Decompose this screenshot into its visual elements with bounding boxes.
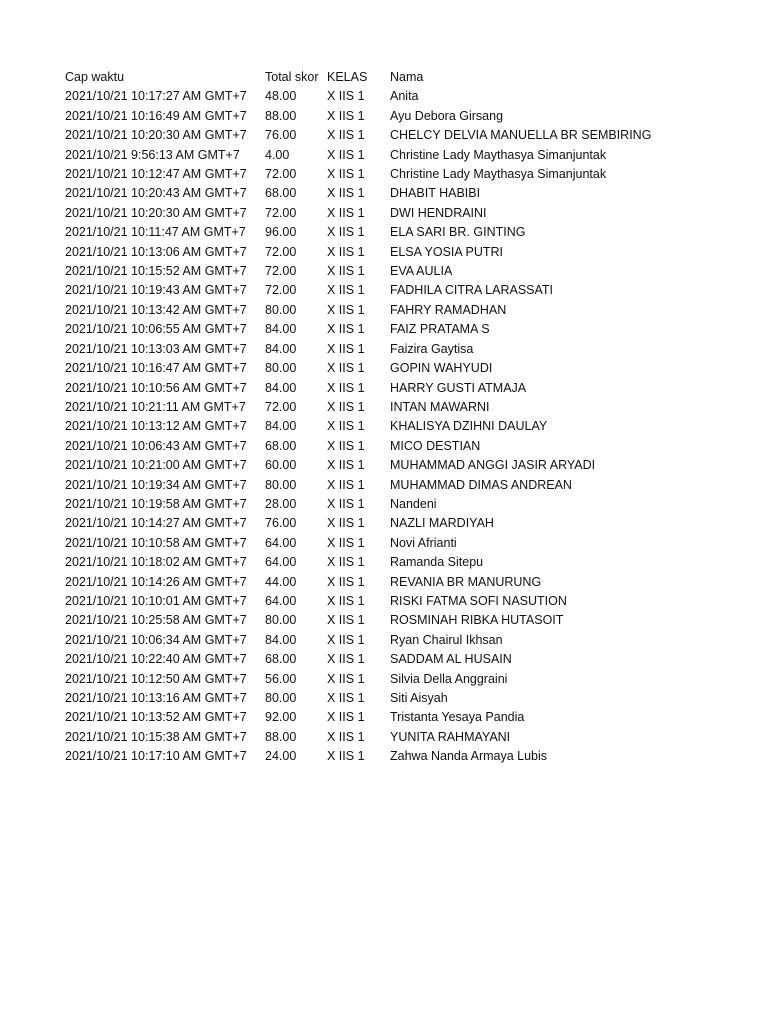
- table-row: [65, 340, 740, 359]
- cell-nama: KHALISYA DZIHNI DAULAY: [390, 419, 548, 434]
- cell-kelas: X IIS 1: [327, 147, 365, 162]
- cell-kelas: X IIS 1: [327, 555, 365, 570]
- table-row: [65, 301, 740, 320]
- cell-score: 80.00: [265, 613, 297, 628]
- cell-score: 76.00: [265, 516, 297, 531]
- cell-kelas: X IIS 1: [327, 652, 365, 667]
- cell-nama: DWI HENDRAINI: [390, 205, 487, 220]
- cell-kelas: X IIS 1: [327, 419, 365, 434]
- cell-score: 84.00: [265, 322, 297, 337]
- cell-timestamp: 2021/10/21 10:12:47 AM GMT+7: [65, 167, 247, 182]
- cell-timestamp: 2021/10/21 10:10:01 AM GMT+7: [65, 593, 247, 608]
- cell-nama: FAHRY RAMADHAN: [390, 302, 507, 317]
- cell-score: 84.00: [265, 341, 297, 356]
- cell-timestamp: 2021/10/21 10:15:38 AM GMT+7: [65, 729, 247, 744]
- score-sheet: [65, 68, 745, 767]
- cell-nama: Novi Afrianti: [390, 535, 457, 550]
- cell-nama: ROSMINAH RIBKA HUTASOIT: [390, 613, 564, 628]
- cell-timestamp: 2021/10/21 10:20:43 AM GMT+7: [65, 186, 247, 201]
- cell-score: 4.00: [265, 147, 290, 162]
- table-row: [65, 379, 740, 398]
- cell-kelas: X IIS 1: [327, 593, 365, 608]
- cell-kelas: X IIS 1: [327, 535, 365, 550]
- cell-timestamp: 2021/10/21 10:19:43 AM GMT+7: [65, 283, 247, 298]
- cell-kelas: X IIS 1: [327, 302, 365, 317]
- cell-kelas: X IIS 1: [327, 186, 365, 201]
- cell-timestamp: 2021/10/21 10:20:30 AM GMT+7: [65, 205, 247, 220]
- table-row: [65, 689, 740, 708]
- cell-kelas: X IIS 1: [327, 361, 365, 376]
- cell-kelas: X IIS 1: [327, 322, 365, 337]
- table-row: [65, 281, 740, 300]
- cell-kelas: X IIS 1: [327, 477, 365, 492]
- table-row: [65, 592, 740, 611]
- table-row: [65, 534, 740, 553]
- table-row: [65, 573, 740, 592]
- cell-score: 80.00: [265, 302, 297, 317]
- cell-timestamp: 2021/10/21 10:06:55 AM GMT+7: [65, 322, 247, 337]
- cell-timestamp: 2021/10/21 10:11:47 AM GMT+7: [65, 225, 246, 240]
- cell-kelas: X IIS 1: [327, 205, 365, 220]
- table-row: [65, 146, 740, 165]
- cell-timestamp: 2021/10/21 10:06:43 AM GMT+7: [65, 438, 247, 453]
- header-kelas: KELAS: [327, 70, 368, 84]
- cell-nama: Siti Aisyah: [390, 691, 448, 705]
- cell-kelas: X IIS 1: [327, 399, 365, 414]
- cell-kelas: X IIS 1: [327, 438, 365, 453]
- cell-score: 72.00: [265, 167, 297, 182]
- table-row: [65, 320, 740, 339]
- cell-timestamp: 2021/10/21 10:25:58 AM GMT+7: [65, 613, 247, 628]
- cell-kelas: X IIS 1: [327, 496, 365, 511]
- header-row: [65, 68, 740, 87]
- cell-score: 72.00: [265, 399, 297, 414]
- cell-timestamp: 2021/10/21 10:20:30 AM GMT+7: [65, 128, 247, 143]
- table-body: [65, 87, 740, 766]
- cell-timestamp: 2021/10/21 10:12:50 AM GMT+7: [65, 671, 247, 686]
- table-row: [65, 107, 740, 126]
- cell-kelas: X IIS 1: [327, 632, 365, 647]
- cell-score: 88.00: [265, 108, 297, 123]
- cell-timestamp: 2021/10/21 10:21:00 AM GMT+7: [65, 458, 247, 473]
- table-row: [65, 514, 740, 533]
- cell-kelas: X IIS 1: [327, 458, 365, 473]
- cell-score: 76.00: [265, 128, 297, 143]
- cell-nama: Ramanda Sitepu: [390, 555, 484, 570]
- cell-nama: CHELCY DELVIA MANUELLA BR SEMBIRING: [390, 128, 652, 143]
- cell-timestamp: 2021/10/21 10:17:27 AM GMT+7: [65, 89, 247, 104]
- cell-nama: Tristanta Yesaya Pandia: [390, 710, 525, 725]
- table-row: [65, 223, 740, 242]
- table-row: [65, 262, 740, 281]
- cell-timestamp: 2021/10/21 10:22:40 AM GMT+7: [65, 652, 247, 667]
- cell-kelas: X IIS 1: [327, 613, 365, 628]
- cell-score: 72.00: [265, 205, 297, 220]
- cell-nama: ELA SARI BR. GINTING: [390, 225, 526, 240]
- table-row: [65, 165, 740, 184]
- cell-nama: FAIZ PRATAMA S: [390, 322, 490, 337]
- cell-score: 80.00: [265, 691, 297, 705]
- cell-timestamp: 2021/10/21 9:56:13 AM GMT+7: [65, 147, 240, 162]
- cell-nama: Zahwa Nanda Armaya Lubis: [390, 749, 548, 764]
- cell-kelas: X IIS 1: [327, 264, 365, 279]
- cell-score: 72.00: [265, 244, 297, 259]
- cell-score: 48.00: [265, 89, 297, 104]
- cell-kelas: X IIS 1: [327, 710, 365, 725]
- cell-score: 84.00: [265, 419, 297, 434]
- cell-nama: NAZLI MARDIYAH: [390, 516, 494, 531]
- cell-kelas: X IIS 1: [327, 691, 365, 705]
- table-row: [65, 650, 740, 669]
- table-row: [65, 398, 740, 417]
- cell-timestamp: 2021/10/21 10:16:47 AM GMT+7: [65, 361, 247, 376]
- cell-nama: ELSA YOSIA PUTRI: [390, 244, 504, 259]
- cell-score: 64.00: [265, 535, 297, 550]
- cell-kelas: X IIS 1: [327, 167, 365, 182]
- cell-timestamp: 2021/10/21 10:16:49 AM GMT+7: [65, 108, 247, 123]
- cell-nama: Nandeni: [390, 496, 437, 511]
- table-row: [65, 87, 740, 106]
- cell-score: 68.00: [265, 186, 297, 201]
- cell-score: 28.00: [265, 496, 297, 511]
- cell-timestamp: 2021/10/21 10:10:58 AM GMT+7: [65, 535, 247, 550]
- cell-nama: RISKI FATMA SOFI NASUTION: [390, 593, 567, 608]
- cell-timestamp: 2021/10/21 10:13:03 AM GMT+7: [65, 341, 247, 356]
- table-row: [65, 728, 740, 747]
- cell-nama: HARRY GUSTI ATMAJA: [390, 380, 527, 395]
- cell-timestamp: 2021/10/21 10:13:52 AM GMT+7: [65, 710, 247, 725]
- cell-timestamp: 2021/10/21 10:13:12 AM GMT+7: [65, 419, 247, 434]
- cell-timestamp: 2021/10/21 10:19:34 AM GMT+7: [65, 477, 247, 492]
- cell-timestamp: 2021/10/21 10:19:58 AM GMT+7: [65, 496, 247, 511]
- score-table: [65, 68, 740, 767]
- table-row: [65, 437, 740, 456]
- header-score: Total skor: [265, 70, 319, 84]
- table-row: [65, 359, 740, 378]
- cell-score: 88.00: [265, 729, 297, 744]
- header-timestamp: Cap waktu: [65, 70, 125, 84]
- cell-nama: EVA AULIA: [390, 264, 453, 279]
- cell-kelas: X IIS 1: [327, 380, 365, 395]
- cell-timestamp: 2021/10/21 10:17:10 AM GMT+7: [65, 749, 247, 764]
- cell-kelas: X IIS 1: [327, 671, 365, 686]
- cell-nama: Christine Lady Maythasya Simanjuntak: [390, 167, 607, 182]
- table-row: [65, 126, 740, 145]
- cell-kelas: X IIS 1: [327, 341, 365, 356]
- cell-nama: REVANIA BR MANURUNG: [390, 574, 542, 589]
- cell-timestamp: 2021/10/21 10:10:56 AM GMT+7: [65, 380, 247, 395]
- cell-kelas: X IIS 1: [327, 729, 365, 744]
- cell-nama: FADHILA CITRA LARASSATI: [390, 283, 554, 298]
- cell-nama: SADDAM AL HUSAIN: [390, 652, 512, 667]
- table-row: [65, 184, 740, 203]
- table-row: [65, 553, 740, 572]
- cell-score: 96.00: [265, 225, 297, 240]
- cell-nama: MICO DESTIAN: [390, 438, 481, 453]
- cell-score: 80.00: [265, 361, 297, 376]
- cell-kelas: X IIS 1: [327, 574, 365, 589]
- cell-timestamp: 2021/10/21 10:13:16 AM GMT+7: [65, 691, 247, 705]
- cell-score: 64.00: [265, 593, 297, 608]
- cell-timestamp: 2021/10/21 10:14:27 AM GMT+7: [65, 516, 247, 531]
- cell-score: 92.00: [265, 710, 297, 725]
- cell-kelas: X IIS 1: [327, 283, 365, 298]
- table-row: [65, 456, 740, 475]
- cell-score: 72.00: [265, 264, 297, 279]
- cell-kelas: X IIS 1: [327, 108, 365, 123]
- table-row: [65, 243, 740, 262]
- cell-nama: Ayu Debora Girsang: [390, 108, 504, 123]
- table-row: [65, 631, 740, 650]
- cell-score: 56.00: [265, 671, 297, 686]
- cell-timestamp: 2021/10/21 10:15:52 AM GMT+7: [65, 264, 247, 279]
- cell-kelas: X IIS 1: [327, 225, 365, 240]
- header-nama: Nama: [390, 70, 424, 84]
- table-row: [65, 417, 740, 436]
- table-row: [65, 708, 740, 727]
- table-row: [65, 476, 740, 495]
- cell-timestamp: 2021/10/21 10:13:06 AM GMT+7: [65, 244, 247, 259]
- cell-timestamp: 2021/10/21 10:18:02 AM GMT+7: [65, 555, 247, 570]
- cell-nama: DHABIT HABIBI: [390, 186, 481, 201]
- cell-score: 84.00: [265, 380, 297, 395]
- cell-nama: MUHAMMAD ANGGI JASIR ARYADI: [390, 458, 596, 473]
- cell-timestamp: 2021/10/21 10:13:42 AM GMT+7: [65, 302, 247, 317]
- table-row: [65, 204, 740, 223]
- cell-nama: Christine Lady Maythasya Simanjuntak: [390, 147, 607, 162]
- cell-score: 60.00: [265, 458, 297, 473]
- cell-score: 80.00: [265, 477, 297, 492]
- cell-kelas: X IIS 1: [327, 89, 365, 104]
- cell-score: 64.00: [265, 555, 297, 570]
- cell-kelas: X IIS 1: [327, 749, 365, 764]
- cell-nama: Faizira Gaytisa: [390, 341, 474, 356]
- table-row: [65, 495, 740, 514]
- cell-timestamp: 2021/10/21 10:06:34 AM GMT+7: [65, 632, 247, 647]
- cell-nama: Anita: [390, 89, 419, 104]
- cell-score: 44.00: [265, 574, 297, 589]
- table-row: [65, 670, 740, 689]
- cell-nama: INTAN MAWARNI: [390, 399, 490, 414]
- cell-nama: Silvia Della Anggraini: [390, 671, 508, 686]
- cell-score: 84.00: [265, 632, 297, 647]
- cell-timestamp: 2021/10/21 10:21:11 AM GMT+7: [65, 399, 246, 414]
- cell-kelas: X IIS 1: [327, 244, 365, 259]
- cell-score: 72.00: [265, 283, 297, 298]
- table-row: [65, 611, 740, 630]
- cell-score: 24.00: [265, 749, 297, 764]
- cell-kelas: X IIS 1: [327, 128, 365, 143]
- cell-nama: Ryan Chairul Ikhsan: [390, 632, 503, 647]
- cell-timestamp: 2021/10/21 10:14:26 AM GMT+7: [65, 574, 247, 589]
- cell-nama: GOPIN WAHYUDI: [390, 361, 493, 376]
- table-row: [65, 747, 740, 766]
- cell-nama: YUNITA RAHMAYANI: [390, 729, 511, 744]
- cell-score: 68.00: [265, 438, 297, 453]
- cell-score: 68.00: [265, 652, 297, 667]
- cell-kelas: X IIS 1: [327, 516, 365, 531]
- cell-nama: MUHAMMAD DIMAS ANDREAN: [390, 477, 572, 492]
